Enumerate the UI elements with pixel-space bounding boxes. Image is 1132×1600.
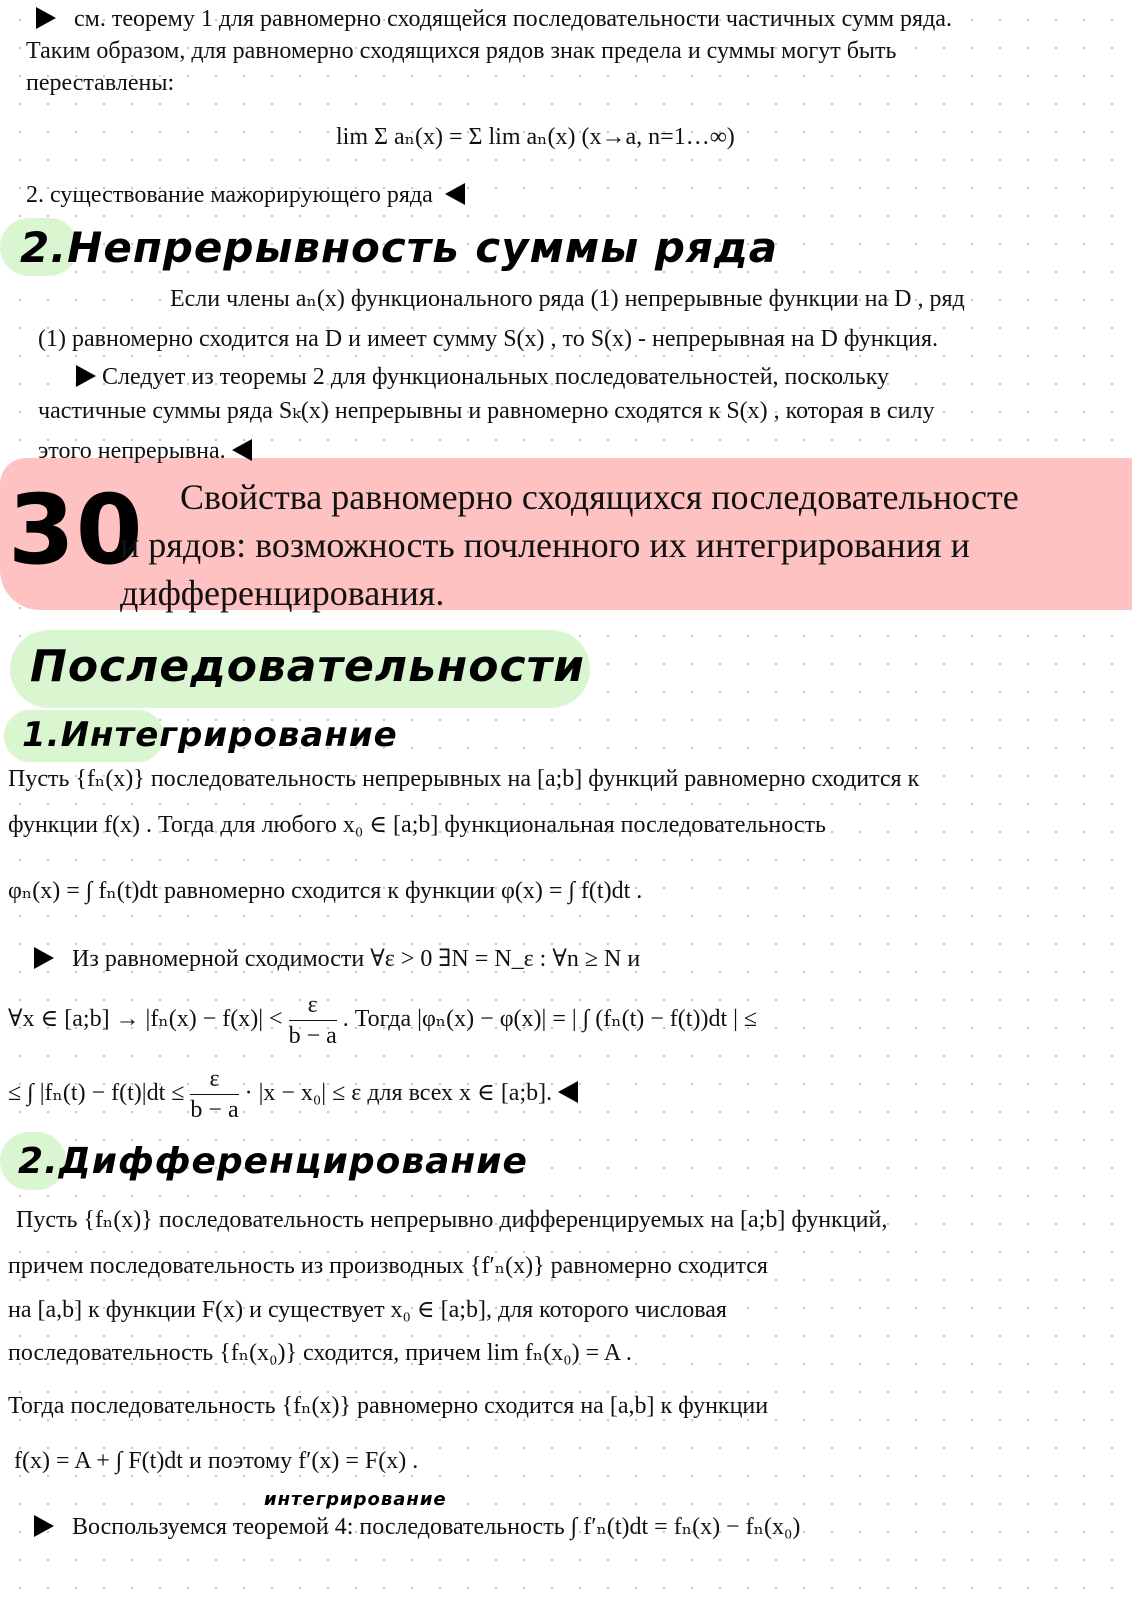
proof-start-icon: [36, 7, 56, 29]
text-line-4: 2. существование мажорирующего ряда: [26, 180, 465, 210]
continuity-line-1: Если члены aₙ(x) функционального ряда (1) непрерывные функции на D , ряд: [170, 286, 965, 312]
heading-differentiation: 2.Дифференцирование: [18, 1141, 528, 1182]
diff-line-2: причем последовательность из производных {f′ₙ(x)} равномерно сходится: [8, 1253, 768, 1279]
heading-integration: 1.Интегрирование: [22, 715, 398, 755]
continuity-line-5: этого непрерывна.: [38, 436, 252, 466]
handwritten-note: интегрирование: [264, 1489, 447, 1510]
integration-line-5: ∀x ∈ [a;b] → |fₙ(x) − f(x)| < $\frac{\varepsilon}{b - a}$ . Тогда |φₙ(x) − φ(x)| = | ∫ (fₙ(t) − f(t))dt | ≤: [8, 992, 758, 1049]
title-line-3: дифференцирования.: [120, 573, 445, 613]
proof-end-icon: [558, 1081, 578, 1103]
diff-line-6: f(x) = A + ∫ F(t)dt и поэтому f′(x) = F(x) .: [14, 1448, 419, 1474]
diff-line-7: Воспользуемся теоремой 4: последовательность ∫ f′ₙ(t)dt = fₙ(x) − fₙ(x₀): [34, 1512, 800, 1542]
integration-line-3: φₙ(x) = ∫ fₙ(t)dt равномерно сходится к функции φ(x) = ∫ f(t)dt .: [8, 878, 643, 904]
continuity-line-4: частичные суммы ряда Sₖ(x) непрерывны и равномерно сходятся к S(x) , которая в силу: [38, 398, 935, 424]
diff-line-1: Пусть {fₙ(x)} последовательность непрерывно дифференцируемых на [a;b] функций,: [16, 1207, 888, 1233]
ticket-number: 30: [8, 474, 144, 586]
proof-end-icon: [445, 183, 465, 205]
diff-line-3: на [a,b] к функции F(x) и существует x₀ ∈ [a;b], для которого числовая: [8, 1297, 727, 1323]
proof-end-icon: [232, 439, 252, 461]
proof-start-icon: [76, 365, 96, 387]
title-line-1: Свойства равномерно сходящихся последовательносте: [180, 477, 1019, 517]
text-line-1: см. теорему 1 для равномерно сходящейся последовательности частичных сумм ряда.: [36, 4, 952, 34]
integration-line-4: Из равномерной сходимости ∀ε > 0 ∃N = N_ε : ∀n ≥ N и: [34, 944, 640, 974]
diff-line-4: последовательность {fₙ(x₀)} сходится, причем lim fₙ(x₀) = A .: [8, 1340, 632, 1366]
text-line-2: Таким образом, для равномерно сходящихся рядов знак предела и суммы могут быть: [26, 38, 897, 64]
formula-limit-sum: lim Σ aₙ(x) = Σ lim aₙ(x) (x→a, n=1…∞): [336, 124, 735, 150]
proof-start-icon: [34, 947, 54, 969]
continuity-line-2: (1) равномерно сходится на D и имеет сумму S(x) , то S(x) - непрерывная на D функция.: [38, 326, 939, 352]
integration-line-2: функции f(x) . Тогда для любого x₀ ∈ [a;b] функциональная последовательность: [8, 812, 826, 838]
continuity-line-3: Следует из теоремы 2 для функциональных последовательностей, поскольку: [76, 362, 889, 392]
integration-line-6: ≤ ∫ |fₙ(t) − f(t)|dt ≤ $\frac{\varepsilon}{b - a}$ · |x − x₀| ≤ ε для всех x ∈ [a;b].: [8, 1064, 578, 1125]
heading-sequences: Последовательности: [30, 641, 585, 692]
fraction-eps: $\frac{\varepsilon}{b - a}$: [190, 1066, 239, 1123]
heading-continuity: 2.Непрерывность суммы ряда: [20, 223, 779, 272]
proof-start-icon: [34, 1515, 54, 1537]
fraction-eps: $\frac{\varepsilon}{b - a}$: [288, 992, 337, 1049]
text-line-3: переставлены:: [26, 70, 175, 96]
title-line-2: и рядов: возможность почленного их интегрирования и: [120, 525, 970, 565]
integration-line-1: Пусть {fₙ(x)} последовательность непрерывных на [a;b] функций равномерно сходится к: [8, 766, 920, 792]
diff-line-5: Тогда последовательность {fₙ(x)} равномерно сходится на [a,b] к функции: [8, 1393, 769, 1419]
